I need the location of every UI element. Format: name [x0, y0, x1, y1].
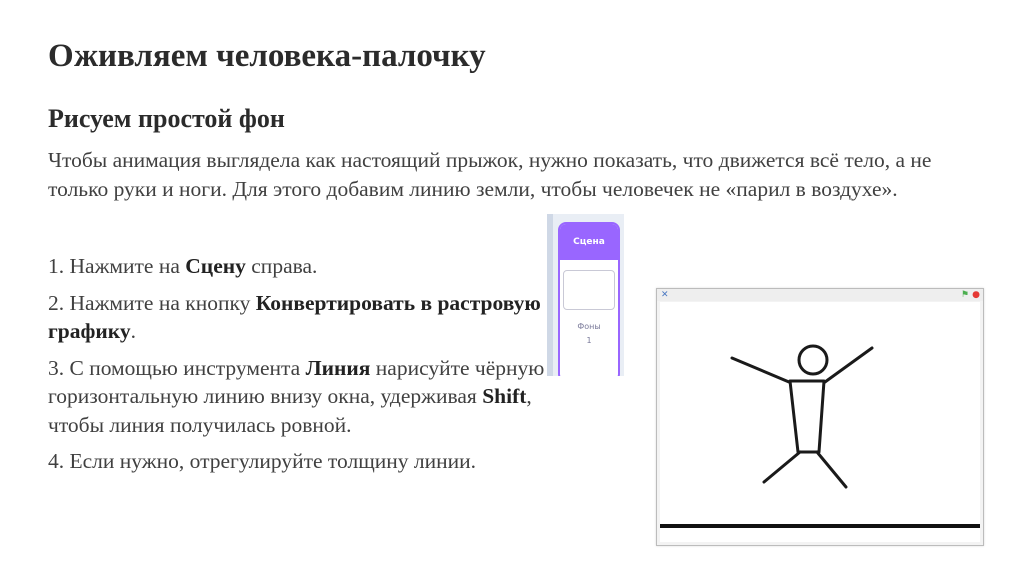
- step-text: нарисуйте чёрную горизонтальную линию внизу окна, удерживая: [48, 355, 545, 408]
- steps-list: [48, 252, 548, 484]
- stage-canvas: [660, 302, 980, 542]
- left-leg: [764, 452, 800, 482]
- step-text: 1. Нажмите на: [48, 254, 186, 278]
- stage-toolbar: [657, 289, 983, 301]
- step-keyword: Линия: [305, 355, 371, 380]
- step-1: [48, 252, 548, 281]
- step-text: , чтобы линия получилась ровной.: [48, 384, 532, 437]
- backdrop-thumbnail[interactable]: [563, 270, 615, 310]
- section-heading: Рисуем простой фон: [48, 104, 285, 133]
- step-4: 4. Если нужно, отрегулируйте толщину линии.: [48, 449, 477, 473]
- step-keyword: Shift: [482, 384, 527, 408]
- green-flag-icon[interactable]: ⚑: [960, 290, 969, 300]
- step-2: [48, 289, 548, 346]
- stage-selector-header: Сцена: [560, 224, 618, 260]
- step-keyword: Конвертировать в растровую графику: [48, 290, 541, 343]
- left-arm: [732, 358, 789, 382]
- backdrops-label: Фоны: [577, 322, 601, 331]
- torso-shape: [790, 381, 824, 452]
- stick-figure-drawing: [660, 302, 980, 542]
- fullscreen-icon[interactable]: ✕: [661, 290, 669, 300]
- right-arm: [825, 348, 872, 382]
- step-text: .: [130, 319, 136, 343]
- step-text: справа.: [245, 254, 318, 278]
- slide-title: Оживляем человека-палочку: [48, 38, 486, 74]
- backdrops-count: 1: [586, 336, 592, 345]
- step-text: 2. Нажмите на кнопку: [48, 290, 256, 315]
- step-keyword: Сцену: [185, 254, 246, 278]
- stage-panel-screenshot: [547, 214, 624, 376]
- stage-selector[interactable]: [558, 222, 620, 376]
- stop-icon[interactable]: ●: [972, 290, 980, 300]
- intro-paragraph: Чтобы анимация выглядела как настоящий прыжок, нужно показать, что движется всё тело, а не только руки и ноги. Для этого добавим линию земли, чтобы человечек не «парил в воздухе».: [48, 148, 932, 201]
- right-leg: [817, 452, 846, 487]
- step-3: [48, 354, 548, 440]
- head-circle: [799, 346, 827, 374]
- stage-window-screenshot: [656, 288, 984, 546]
- panel-divider: [547, 214, 553, 376]
- step-text: 3. С помощью инструмента: [48, 355, 306, 380]
